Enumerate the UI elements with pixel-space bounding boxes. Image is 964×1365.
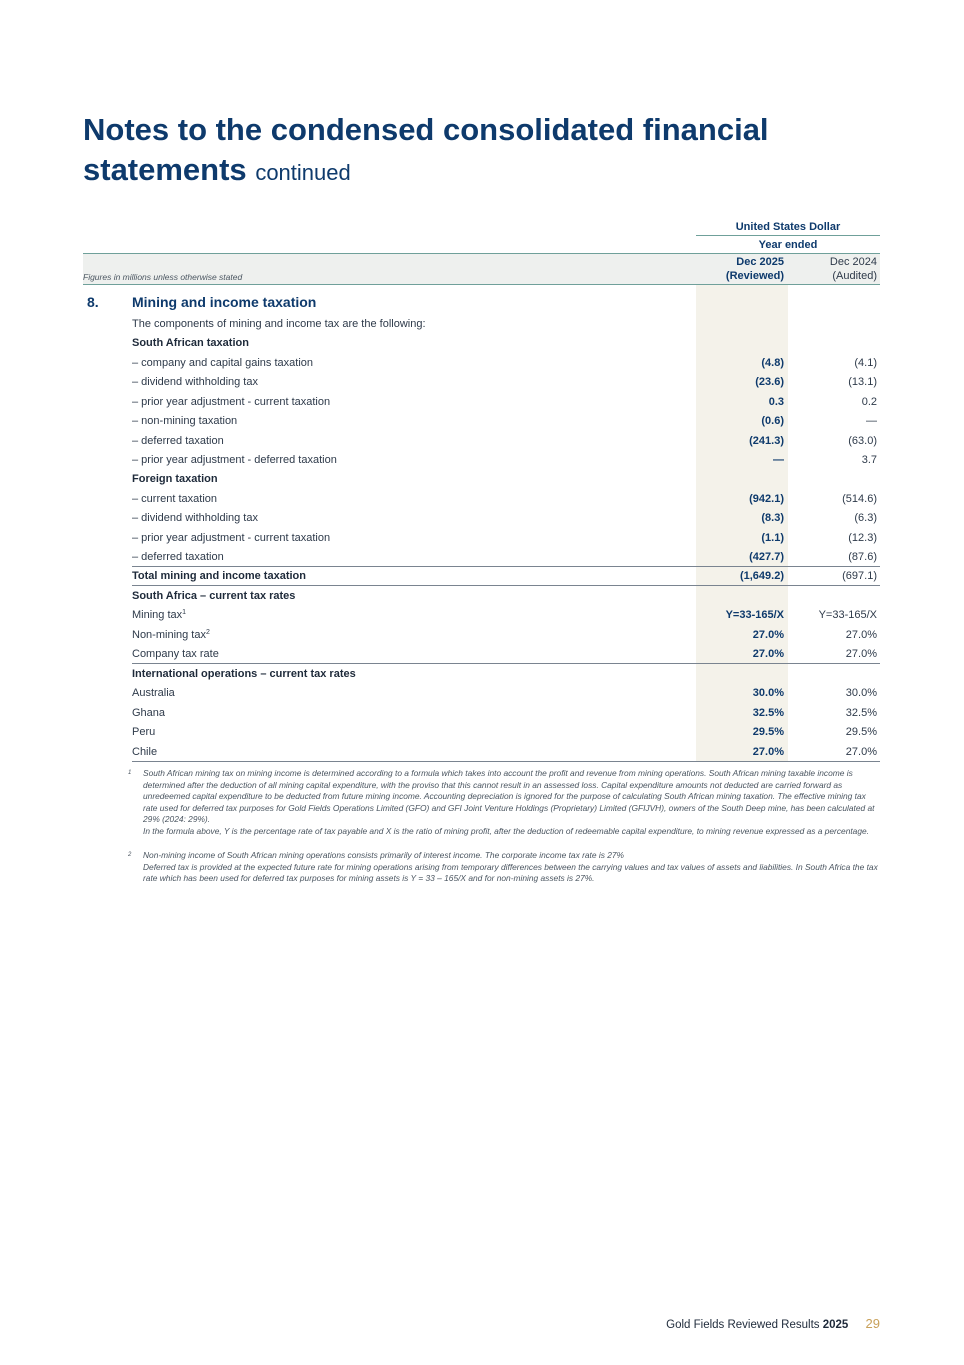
row-label: Total mining and income taxation xyxy=(132,570,306,582)
table-row xyxy=(132,373,880,392)
value-2025: (942.1) xyxy=(749,493,784,505)
footnote-text-2: Deferred tax is provided at the expected future rate for mining operations arising from temporary differences between the carrying values and tax values of assets and liabilities. In South Africa the tax rate which has been used for deferred tax purposes for mining assets is Y = 33 – 165/X and for non-mining assets is 27%. xyxy=(143,861,878,884)
value-2024: (63.0) xyxy=(848,435,877,447)
table-row xyxy=(132,587,880,606)
table-row xyxy=(132,626,880,645)
table-row xyxy=(132,723,880,742)
value-2025: (23.6) xyxy=(755,376,784,388)
col2-line1: Dec 2024 xyxy=(829,256,877,268)
value-2025: — xyxy=(773,454,784,466)
value-2024: — xyxy=(866,415,877,427)
value-2025: (241.3) xyxy=(749,435,784,447)
value-2024: 27.0% xyxy=(845,746,877,758)
value-2025: 32.5% xyxy=(752,707,784,719)
row-label: – dividend withholding tax xyxy=(132,512,258,524)
row-label: – company and capital gains taxation xyxy=(132,357,314,369)
page-footer xyxy=(666,1316,880,1331)
column-header-dec-2025 xyxy=(696,255,784,283)
value-2025: (8.3) xyxy=(761,512,784,524)
footer-year: 2025 xyxy=(822,1319,849,1331)
footnote-ref: 2 xyxy=(205,629,210,636)
value-2024: 3.7 xyxy=(861,454,877,466)
page-title-suffix: continued xyxy=(255,160,351,185)
header-divider xyxy=(696,235,880,236)
row-label: – prior year adjustment - current taxation xyxy=(132,396,331,408)
value-2025: Y=33-165/X xyxy=(725,609,784,621)
table-row xyxy=(132,334,880,353)
table-row xyxy=(132,470,880,489)
table-row xyxy=(132,645,880,664)
value-2024: Y=33-165/X xyxy=(818,609,877,621)
row-label: Company tax rate xyxy=(132,648,219,660)
table-row xyxy=(132,606,880,625)
value-2025: (4.8) xyxy=(761,357,784,369)
section-number: 8. xyxy=(87,294,99,310)
col1-line2: (Reviewed) xyxy=(725,270,784,282)
value-2024: (6.3) xyxy=(854,512,877,524)
footnote-ref: 1 xyxy=(182,609,187,616)
row-label: – prior year adjustment - deferred taxation xyxy=(132,454,337,466)
row-label xyxy=(132,629,210,641)
value-2025: (1,649.2) xyxy=(739,570,784,582)
footnote-text: Non-mining income of South African mining operations consists primarily of interest income. The corporate income tax rate is 27% xyxy=(143,850,625,860)
value-2025: (1.1) xyxy=(761,532,784,544)
table-row xyxy=(132,354,880,373)
value-2025: (0.6) xyxy=(761,415,784,427)
row-label: Peru xyxy=(132,726,156,738)
page-number: 29 xyxy=(865,1316,880,1331)
table-row xyxy=(132,412,880,431)
footnote-mark: 1 xyxy=(128,770,132,776)
row-label: Foreign taxation xyxy=(132,473,218,485)
footnote-mark: 2 xyxy=(128,852,132,858)
footnote-2 xyxy=(128,850,880,885)
value-2025: (427.7) xyxy=(749,551,784,563)
value-2024: 30.0% xyxy=(845,687,877,699)
row-label: South Africa – current tax rates xyxy=(132,590,296,602)
value-2024: (697.1) xyxy=(842,570,877,582)
value-2024: (13.1) xyxy=(848,376,877,388)
value-2025: 30.0% xyxy=(752,687,784,699)
table-row xyxy=(132,704,880,723)
page-title-main: Notes to the condensed consolidated financial statements xyxy=(83,112,769,187)
table-row xyxy=(132,684,880,703)
value-2024: 0.2 xyxy=(861,396,877,408)
period-header: Year ended xyxy=(758,239,818,251)
currency-header: United States Dollar xyxy=(735,221,841,233)
column-header-dec-2024 xyxy=(788,255,877,283)
row-label: – current taxation xyxy=(132,493,217,505)
value-2025: 27.0% xyxy=(752,746,784,758)
section-title: Mining and income taxation xyxy=(132,294,317,310)
col2-line2: (Audited) xyxy=(832,270,877,282)
table-row xyxy=(132,451,880,470)
row-label: – dividend withholding tax xyxy=(132,376,258,388)
footnote-text-2: In the formula above, Y is the percentage rate of tax payable and X is the ratio of mining profit, after the deduction of redeemable capital expenditure, to mining revenue expressed as a percentage. xyxy=(143,825,869,836)
footnote-text: South African mining tax on mining income is determined according to a formula which takes into account the profit and revenue from mining operations. South African mining taxable income is determined after the deduction of all mining capital expenditure, with the proviso that this cannot result in an assessed loss. Capital expenditure amounts not deducted are carried forward as unredeemed capital expenditure to be deducted from future mining income. Accounting depreciation is ignored for the purpose of calculating South African mining taxation. The effective mining tax rate used for deferred tax purposes for Gold Fields Operations Limited (GFO) and GFI Joint Venture Holdings (Proprietary) Limited (GFIJVH), owners of the South Deep mine, has been calculated at 29% (2024: 29%). xyxy=(143,768,875,825)
value-2024: 27.0% xyxy=(845,629,877,641)
value-2024: 29.5% xyxy=(845,726,877,738)
value-2025: 29.5% xyxy=(752,726,784,738)
row-label: – deferred taxation xyxy=(132,551,224,563)
row-label: Chile xyxy=(132,746,158,758)
table-row xyxy=(132,743,880,762)
row-label: International operations – current tax rates xyxy=(132,668,356,680)
table-row xyxy=(132,315,880,334)
value-2024: (4.1) xyxy=(854,357,877,369)
value-2024: 32.5% xyxy=(845,707,877,719)
figures-note: Figures in millions unless otherwise stated xyxy=(83,272,243,282)
table-row xyxy=(132,432,880,451)
row-label: – non-mining taxation xyxy=(132,415,238,427)
row-label xyxy=(132,609,186,621)
table-row xyxy=(132,529,880,548)
row-label: Ghana xyxy=(132,707,166,719)
table-row xyxy=(132,490,880,509)
table-row-total xyxy=(132,567,880,586)
col1-line1: Dec 2025 xyxy=(736,256,784,268)
row-label-text: Non-mining tax xyxy=(132,629,206,641)
value-2025: 0.3 xyxy=(768,396,784,408)
table-row xyxy=(132,509,880,528)
page-title xyxy=(83,110,883,193)
footnote-1 xyxy=(128,768,880,838)
value-2025: 27.0% xyxy=(752,648,784,660)
row-label: – deferred taxation xyxy=(132,435,224,447)
table-row xyxy=(132,665,880,684)
value-2024: (12.3) xyxy=(848,532,877,544)
value-2024: (87.6) xyxy=(848,551,877,563)
value-2025: 27.0% xyxy=(752,629,784,641)
footer-text: Gold Fields Reviewed Results xyxy=(666,1319,820,1331)
row-label: Australia xyxy=(132,687,175,699)
value-2024: (514.6) xyxy=(842,493,877,505)
table-row xyxy=(132,393,880,412)
row-label: South African taxation xyxy=(132,337,249,349)
row-label: – prior year adjustment - current taxation xyxy=(132,532,331,544)
row-label-text: Mining tax xyxy=(132,609,183,621)
row-label: The components of mining and income tax are the following: xyxy=(132,318,426,330)
table-row xyxy=(132,548,880,567)
value-2024: 27.0% xyxy=(845,648,877,660)
